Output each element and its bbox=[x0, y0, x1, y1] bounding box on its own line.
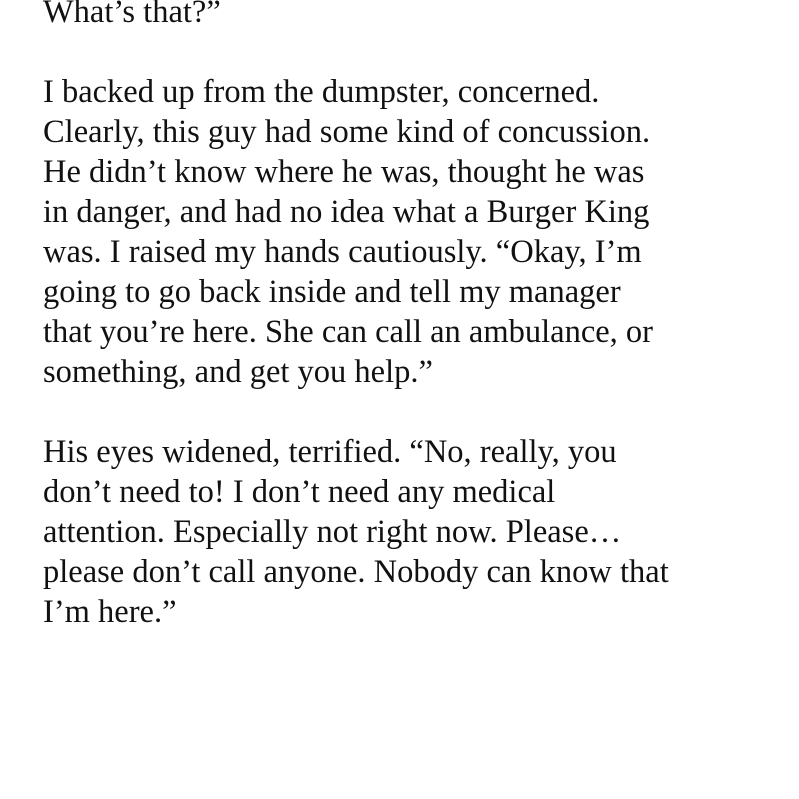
text-line: please don’t call anyone. Nobody can know that bbox=[43, 554, 669, 590]
text-line: Clearly, this guy had some kind of concussion. bbox=[43, 114, 651, 150]
text-line: I’m here.” bbox=[43, 594, 177, 630]
story-text bbox=[43, 0, 759, 632]
text-line: was. I raised my hands cautiously. “Okay, I’m bbox=[43, 234, 642, 270]
text-line: What’s that?” bbox=[43, 0, 221, 30]
text-line: something, and get you help.” bbox=[43, 354, 433, 390]
paragraph-gap bbox=[43, 392, 759, 432]
text-line: I backed up from the dumpster, concerned. bbox=[43, 74, 600, 110]
text-line: His eyes widened, terrified. “No, really, you bbox=[43, 434, 617, 470]
text-line: attention. Especially not right now. Please… bbox=[43, 514, 622, 550]
text-line: He didn’t know where he was, thought he was bbox=[43, 154, 645, 190]
text-line: don’t need to! I don’t need any medical bbox=[43, 474, 556, 510]
text-line: going to go back inside and tell my manager bbox=[43, 274, 621, 310]
paragraph-gap bbox=[43, 32, 759, 72]
text-line: that you’re here. She can call an ambulance, or bbox=[43, 314, 653, 350]
text-line: in danger, and had no idea what a Burger King bbox=[43, 194, 650, 230]
